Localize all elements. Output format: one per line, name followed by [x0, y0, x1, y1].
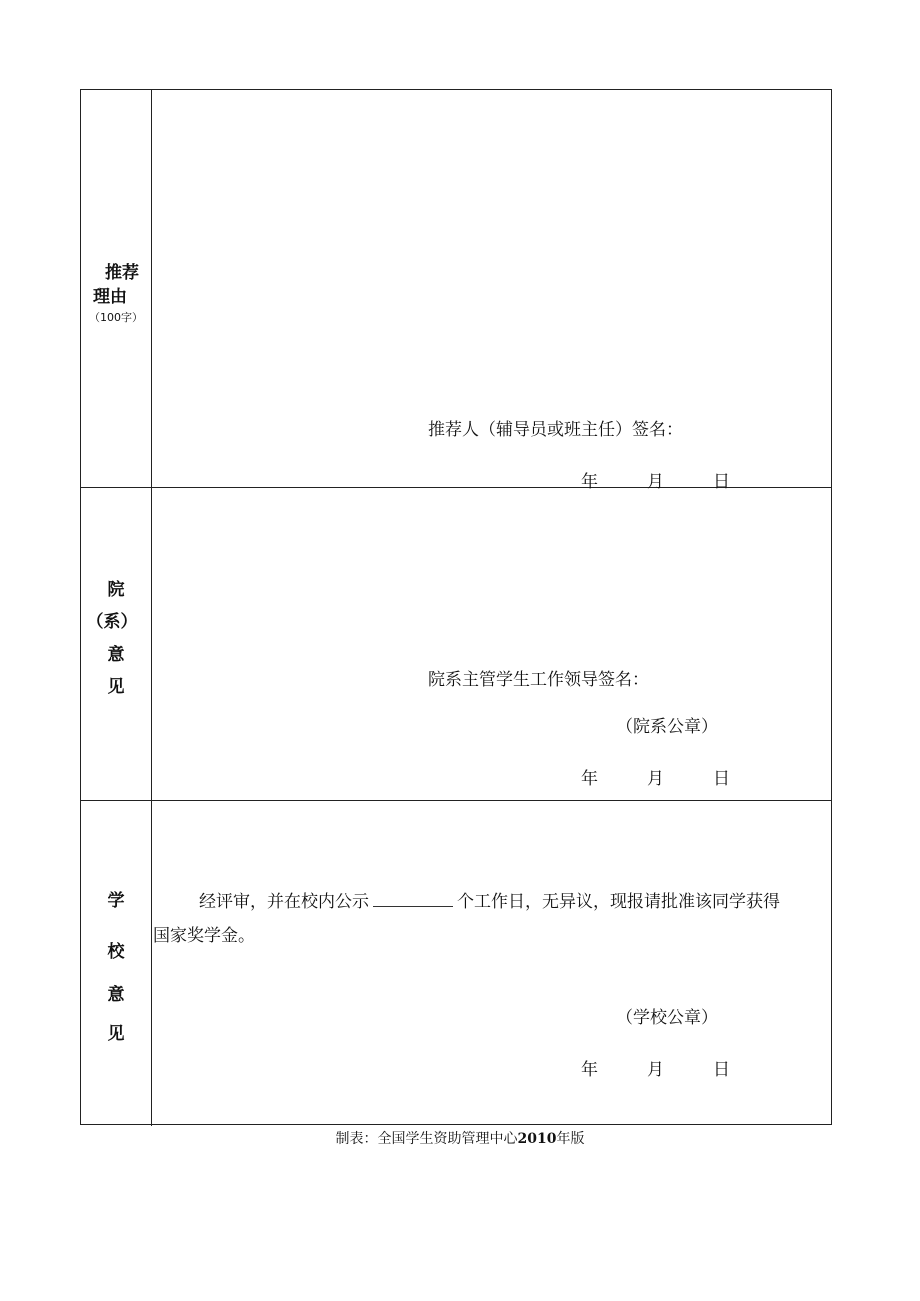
- recommend-label-note: （100字）: [89, 311, 143, 324]
- publicity-days-blank[interactable]: [373, 892, 453, 907]
- department-label-2: （系）: [86, 612, 138, 632]
- recommend-label-line2: 理由: [93, 287, 127, 307]
- recommend-month: 月: [647, 472, 664, 492]
- school-seal: （学校公章）: [616, 1008, 718, 1028]
- recommend-label-line1: 推荐: [105, 263, 139, 283]
- footer-suffix: 年版: [556, 1131, 585, 1147]
- department-label-3: 意: [107, 645, 125, 665]
- school-label-1: 学: [107, 891, 125, 911]
- school-approval-text-line1: [199, 887, 780, 912]
- school-label-2: 校: [107, 942, 125, 962]
- school-label-3: 意: [107, 985, 125, 1005]
- school-text-part1: 经评审，并在校内公示: [199, 892, 369, 912]
- school-text-part2: 个工作日，无异议，现报请批准该同学获得: [457, 892, 780, 912]
- column-divider: [151, 488, 152, 800]
- department-seal: （院系公章）: [616, 717, 718, 737]
- school-row: [81, 801, 831, 1126]
- department-row: [81, 488, 831, 801]
- school-day: 日: [713, 1060, 730, 1080]
- department-year: 年: [581, 769, 598, 789]
- department-label-1: 院: [107, 580, 125, 600]
- recommend-row: [81, 90, 831, 492]
- school-approval-text-line2: 国家奖学金。: [153, 926, 255, 946]
- footer-year: 2010: [517, 1131, 557, 1147]
- recommend-signature-label: 推荐人（辅导员或班主任）签名：: [428, 420, 683, 440]
- school-year: 年: [581, 1060, 598, 1080]
- department-signature-label: 院系主管学生工作领导签名：: [428, 670, 649, 690]
- column-divider: [151, 90, 152, 487]
- award-form-table: [80, 89, 832, 1125]
- recommend-year: 年: [581, 472, 598, 492]
- column-divider: [151, 801, 152, 1126]
- recommend-day: 日: [713, 472, 730, 492]
- department-label-4: 见: [107, 677, 125, 697]
- school-month: 月: [647, 1060, 664, 1080]
- school-label-4: 见: [107, 1024, 125, 1044]
- department-day: 日: [713, 769, 730, 789]
- department-month: 月: [647, 769, 664, 789]
- form-footer: [0, 1128, 920, 1148]
- footer-prefix: 制表：全国学生资助管理中心: [335, 1131, 518, 1147]
